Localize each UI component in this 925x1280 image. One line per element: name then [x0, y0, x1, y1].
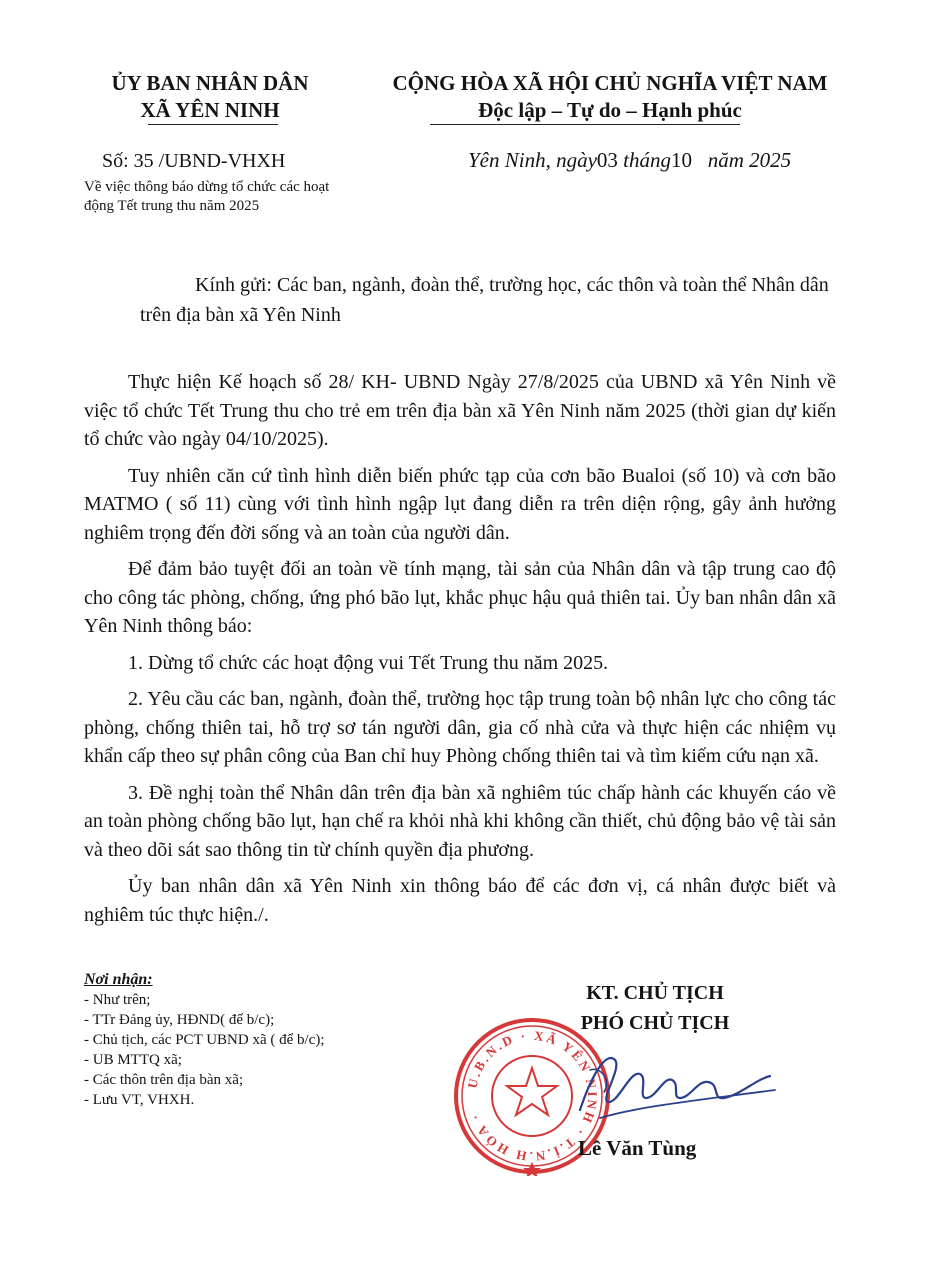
document-date	[468, 148, 791, 173]
svg-text:U.B.N.D · XÃ YÊN NINH · T.Ỉ.N.: U.B.N.D · XÃ YÊN NINH · T.Ỉ.N.H HÓA ·	[464, 1027, 601, 1165]
recipient-item: - Như trên;	[84, 992, 151, 1008]
addressee-label: Kính gửi:	[195, 274, 272, 296]
handwritten-signature	[560, 1040, 780, 1130]
signature-title-line-1: KT. CHỦ TỊCH	[586, 982, 724, 1004]
paragraph-announcement: Để đảm bảo tuyệt đối an toàn về tính mạng, tài sản của Nhân dân và tập trung cao độ cho công tác phòng, chống, ứng phó bão lụt, khắc phục hậu quả thiên tai. Ủy ban nhân dân xã Yên Ninh thông báo:	[84, 558, 836, 637]
date-day: 03	[596, 148, 618, 172]
authority-line-2: XÃ YÊN NINH	[140, 98, 280, 122]
paragraph-situation: Tuy nhiên căn cứ tình hình diễn biến phức tạp của cơn bão Bualoi (số 10) và cơn bão MATMO ( số 11) cùng với tình hình ngập lụt đang diễn ra trên diện rộng, gây ảnh hưởng nghiêm trọng đến đời sống và an toàn của người dân.	[84, 464, 836, 544]
motto-underline	[430, 124, 740, 125]
authority-underline	[148, 124, 278, 125]
document-body	[84, 368, 836, 937]
date-month-label: tháng	[623, 148, 672, 172]
signature-title-line-2: PHÓ CHỦ TỊCH	[580, 1012, 730, 1034]
date-place: Yên Ninh, ngày	[468, 148, 597, 172]
document-number: Số: 35 /UBND-VHXH	[102, 150, 286, 172]
item-1: 1. Dừng tổ chức các hoạt động vui Tết Trung thu năm 2025.	[128, 651, 609, 674]
recipient-item: - TTr Đảng ủy, HĐND( để b/c);	[84, 1012, 275, 1028]
recipient-item: - Chủ tịch, các PCT UBND xã ( để b/c);	[84, 1032, 325, 1048]
paragraph-plan: Thực hiện Kế hoạch số 28/ KH- UBND Ngày 27/8/2025 của UBND xã Yên Ninh về việc tổ chức Tết Trung thu cho trẻ em trên địa bàn xã Yên Ninh năm 2025 (thời gian dự kiến tổ chức vào ngày 04/10/2025).	[84, 371, 836, 450]
addressee-text: Các ban, ngành, đoàn thể, trường học, các thôn và toàn thể Nhân dân trên địa bàn xã Yên Ninh	[140, 274, 829, 326]
date-year: năm 2025	[707, 148, 792, 172]
recipient-item: - UB MTTQ xã;	[84, 1052, 182, 1068]
signer-name: Lê Văn Tùng	[578, 1136, 697, 1160]
national-motto: Độc lập – Tự do – Hạnh phúc	[478, 98, 742, 122]
document-subject: Về việc thông báo dừng tổ chức các hoạt động Tết trung thu năm 2025	[84, 179, 330, 214]
addressee	[140, 270, 840, 330]
issuing-authority	[85, 70, 335, 124]
national-title	[355, 70, 865, 124]
item-2: 2. Yêu cầu các ban, ngành, đoàn thể, trường học tập trung toàn bộ nhân lực cho công tác phòng, chống thiên tai, hỗ trợ sơ tán người dân, gia cố nhà cửa và thực hiện các nhiệm vụ khẩn cấp theo sự phân công của Ban chỉ huy Phòng chống thiên tai và tìm kiếm cứu nạn xã.	[84, 688, 836, 767]
recipient-item: - Lưu VT, VHXH.	[84, 1092, 195, 1108]
national-name: CỘNG HÒA XÃ HỘI CHỦ NGHĨA VIỆT NAM	[392, 71, 828, 95]
date-month: 10	[671, 148, 693, 172]
paragraph-closing: Ủy ban nhân dân xã Yên Ninh xin thông báo để các đơn vị, cá nhân được biết và nghiêm túc thực hiện./.	[84, 875, 836, 926]
item-3: 3. Đề nghị toàn thể Nhân dân trên địa bàn xã nghiêm túc chấp hành các khuyến cáo về an toàn phòng chống bão lụt, hạn chế ra khỏi nhà khi không cần thiết, chủ động bảo vệ tài sản và theo dõi sát sao thông tin từ chính quyền địa phương.	[84, 781, 836, 861]
recipient-item: - Các thôn trên địa bàn xã;	[84, 1072, 244, 1088]
recipients-title: Nơi nhận:	[84, 971, 153, 988]
recipients-list	[84, 970, 434, 1110]
authority-line-1: ỦY BAN NHÂN DÂN	[111, 71, 309, 95]
